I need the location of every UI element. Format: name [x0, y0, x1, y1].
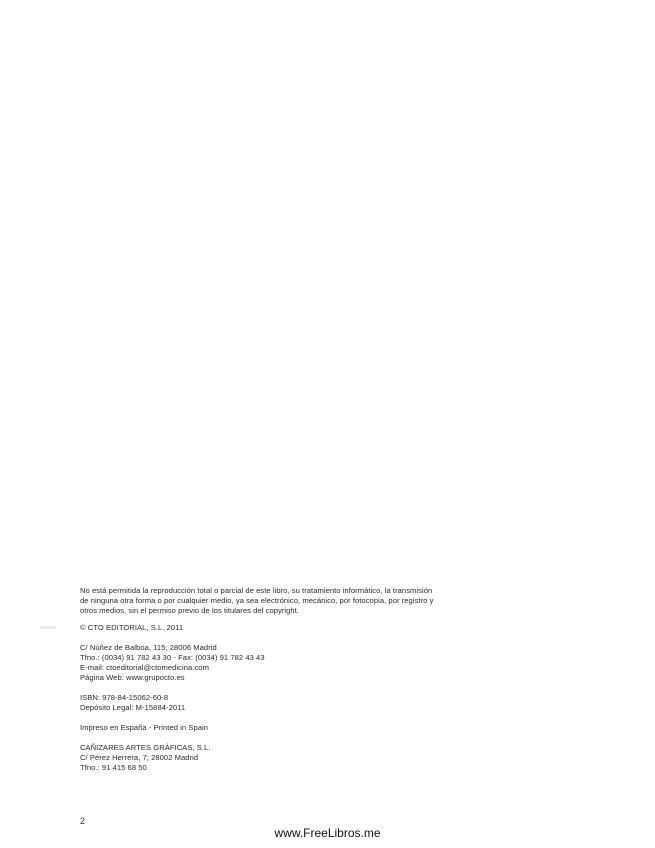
legal-notice-line: de ninguna otra forma o por cualquier medio, ya sea electrónico, mecánico, por fotocopia, por registro y	[80, 596, 434, 605]
printer-info	[80, 743, 500, 773]
legal-notice-line: No está permitida la reproducción total o parcial de este libro, su tratamiento informático, la transmisión	[80, 586, 433, 595]
printed-in-line: Impreso en España - Printed in Spain	[80, 723, 209, 732]
copyright-notice	[80, 623, 500, 633]
scan-smudge	[40, 626, 56, 629]
printer-phone: Tfno.: 91 415 68 50	[80, 763, 147, 772]
publisher-contact	[80, 643, 500, 683]
legal-notice-line: otros medios, sin el permiso previo de los titulares del copyright.	[80, 606, 300, 615]
isbn-line: ISBN: 978-84-15062-60-8	[80, 693, 169, 702]
publisher-website: Página Web: www.grupocto.es	[80, 673, 185, 682]
legal-deposit-line: Depósito Legal: M-15884-2011	[80, 703, 186, 712]
printed-in	[80, 723, 500, 733]
isbn-info	[80, 693, 500, 713]
printer-name: CAÑIZARES ARTES GRÁFICAS, S.L.	[80, 743, 211, 752]
publisher-email: E-mail: ctoeditorial@ctomedicina.com	[80, 663, 209, 672]
legal-notice	[80, 586, 500, 616]
printer-address: C/ Pérez Herrera, 7; 28002 Madrid	[80, 753, 199, 762]
copyright-line: © CTO EDITORIAL, S.L. 2011	[80, 623, 184, 632]
copyright-page-block	[80, 586, 500, 783]
publisher-address: C/ Núñez de Balboa, 115; 28006 Madrid	[80, 643, 217, 652]
footer-watermark: www.FreeLibros.me	[274, 826, 381, 840]
page-number: 2	[80, 816, 86, 826]
publisher-phone: Tfno.: (0034) 91 782 43 30 - Fax: (0034) 91 782 43 43	[80, 653, 265, 662]
